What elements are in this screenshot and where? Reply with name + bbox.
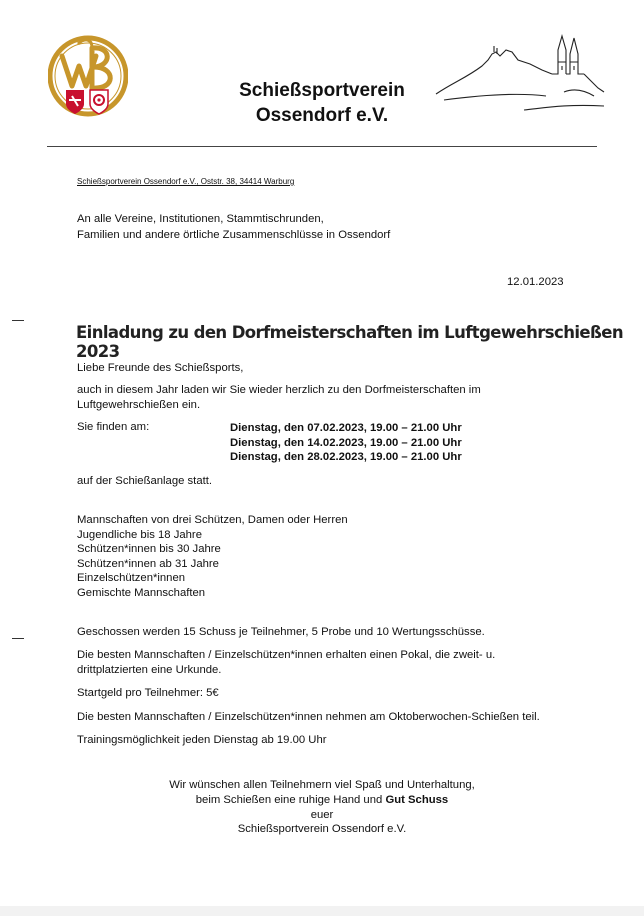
club-name-title xyxy=(200,78,444,128)
closing-line-1: Wir wünschen allen Teilnehmern viel Spaß und Unterhaltung, xyxy=(169,779,475,791)
location-text: auf der Schießanlage statt. xyxy=(77,475,213,487)
village-skyline-drawing xyxy=(434,30,606,122)
prizes-paragraph xyxy=(77,648,495,678)
closing-signature: Schießsportverein Ossendorf e.V. xyxy=(237,823,407,836)
category-item: Jugendliche bis 18 Jahre xyxy=(77,528,202,541)
greeting: Liebe Freunde des Schießsports, xyxy=(77,362,244,374)
categories-list xyxy=(77,513,348,600)
header-divider xyxy=(47,146,597,147)
title-line-1: Schießsportverein xyxy=(239,80,405,101)
fold-mark-top xyxy=(12,320,24,321)
intro-paragraph xyxy=(77,383,481,413)
sender-address-line: Schießsportverein Ossendorf e.V., Oststr. 38, 34414 Warburg xyxy=(77,177,295,186)
recipient-line-1: An alle Vereine, Institutionen, Stammtischrunden, xyxy=(77,213,324,225)
event-dates-list xyxy=(230,421,462,465)
entry-fee-text: Startgeld pro Teilnehmer: 5€ xyxy=(77,687,219,699)
intro-line-1: auch in diesem Jahr laden wir Sie wieder herzlich zu den Dorfmeisterschaften im xyxy=(77,384,481,396)
letter-date: 12.01.2023 xyxy=(507,276,564,288)
category-item: Mannschaften von drei Schützen, Damen oder Herren xyxy=(77,514,348,526)
oktoberwochen-text: Die besten Mannschaften / Einzelschützen*innen nehmen am Oktoberwochen-Schießen teil. xyxy=(77,711,540,723)
club-logo xyxy=(48,34,128,118)
closing-line-3: euer xyxy=(310,808,334,821)
recipient-line-2: Familien und andere örtliche Zusammenschlüsse in Ossendorf xyxy=(77,228,391,241)
fold-mark-bottom xyxy=(12,638,24,639)
intro-line-2: Luftgewehrschießen ein. xyxy=(77,399,201,411)
dates-label: Sie finden am: xyxy=(77,421,150,433)
recipient-address xyxy=(77,212,390,243)
prizes-line-2: drittplatzierten eine Urkunde. xyxy=(77,664,222,676)
closing-line-2 xyxy=(152,793,492,808)
category-item: Gemischte Mannschaften xyxy=(77,586,206,599)
page-bottom-band xyxy=(0,906,644,916)
event-date: Dienstag, den 28.02.2023, 19.00 – 21.00 Uhr xyxy=(230,451,462,463)
closing-block xyxy=(152,778,492,837)
gut-schuss-text: Gut Schuss xyxy=(385,793,449,806)
event-date: Dienstag, den 14.02.2023, 19.00 – 21.00 Uhr xyxy=(230,436,462,449)
training-text: Trainingsmöglichkeit jeden Dienstag ab 19.00 Uhr xyxy=(77,734,327,746)
shots-text: Geschossen werden 15 Schuss je Teilnehmer, 5 Probe und 10 Wertungsschüsse. xyxy=(77,626,485,638)
category-item: Schützen*innen ab 31 Jahre xyxy=(77,557,219,570)
category-item: Einzelschützen*innen xyxy=(77,572,186,584)
category-item: Schützen*innen bis 30 Jahre xyxy=(77,543,221,555)
event-date: Dienstag, den 07.02.2023, 19.00 – 21.00 Uhr xyxy=(230,422,462,434)
closing-line-2-text: beim Schießen eine ruhige Hand und xyxy=(195,793,386,806)
prizes-line-1: Die besten Mannschaften / Einzelschützen*innen erhalten einen Pokal, die zweit- u. xyxy=(77,649,496,661)
letter-heading: Einladung zu den Dorfmeisterschaften im Luftgewehrschießen 2023 xyxy=(76,323,624,361)
title-line-2: Ossendorf e.V. xyxy=(255,105,389,126)
